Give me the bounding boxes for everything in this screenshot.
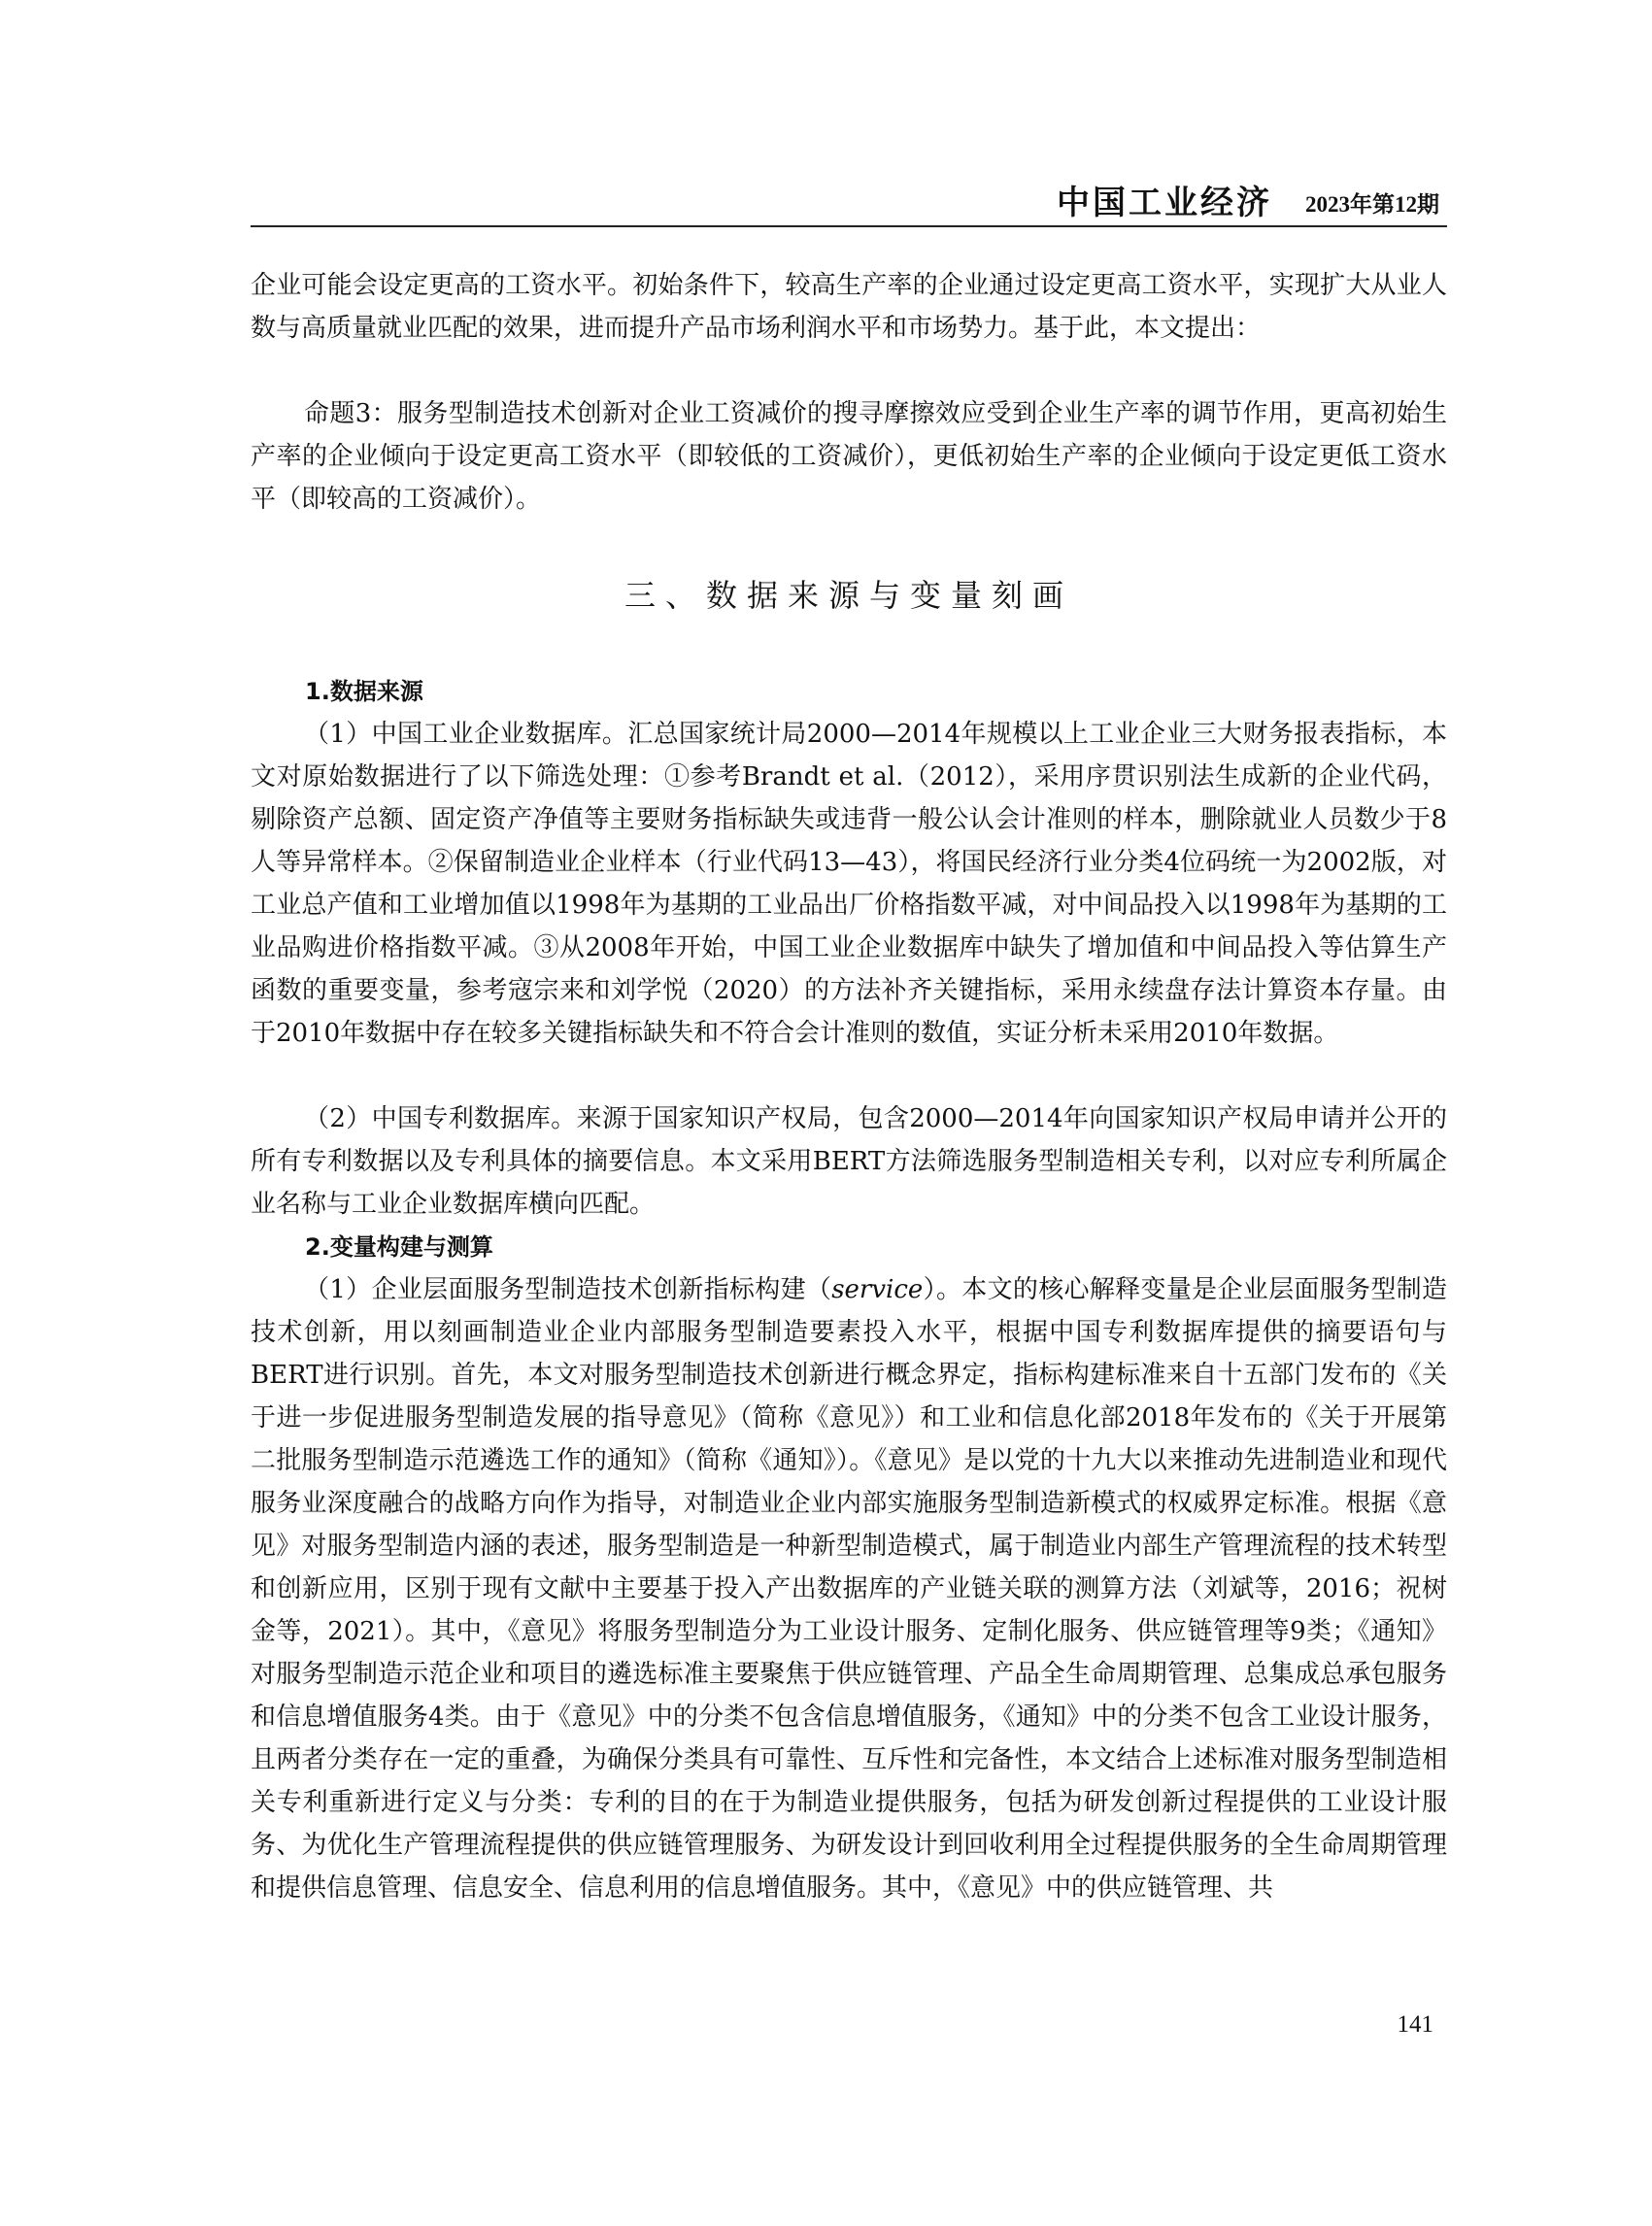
variable-service: service [831, 1275, 924, 1304]
subsection-heading-variables: 2.变量构建与测算 [305, 1233, 493, 1261]
page-number: 141 [1397, 2011, 1433, 2038]
paragraph-service-text-a: （1）企业层面服务型制造技术创新指标构建（ [304, 1275, 832, 1304]
paragraph-service-text-b: ）。本文的核心解释变量是企业层面服务型制造技术创新，用以刻画制造业企业内部服务型制造要素投入水平，根据中国专利数据库提供的摘要语句与BERT进行识别。首先，本文对服务型制造技术创新进行概念界定，指标构建标准来自十五部门发布的《关于进一步促进服务型制造发展的指导意见》（简称《意见》）和工业和信息化部2018年发布的《关于开展第二批服务型制造示范遴选工作的通知》（简称《通知》）。《意见》是以党的十九大以来推动先进制造业和现代服务业深度融合的战略方向作为指导，对制造业企业内部实施服务型制造新模式的权威界定标准。根据《意见》对服务型制造内涵的表述，服务型制造是一种新型制造模式，属于制造业内部生产管理流程的技术转型和创新应用，区别于现有文献中主要基于投入产出数据库的产业链关联的测算方法（刘斌等，2016；祝树金等，2021）。其中，《意见》将服务型制造分为工业设计服务、定制化服务、供应链管理等9类；《通知》对服务型制造示范企业和项目的遴选标准主要聚焦于供应链管理、产品全生命周期管理、总集成总承包服务和信息增值服务4类。由于《意见》中的分类不包含信息增值服务，《通知》中的分类不包含工业设计服务，且两者分类存在一定的重叠，为确保分类具有可靠性、互斥性和完备性，本文结合上述标准对服务型制造相关专利重新进行定义与分类：专利的目的在于为制造业提供服务，包括为研发创新过程提供的工业设计服务、为优化生产管理流程提供的供应链管理服务、为研发设计到回收利用全过程提供服务的全生命周期管理和提供信息管理、信息安全、信息利用的信息增值服务。其中，《意见》中的供应链管理、共 [251, 1275, 1447, 1903]
issue-label: 2023年第12期 [1305, 192, 1439, 217]
running-header [251, 183, 1447, 225]
journal-name: 中国工业经济 [1057, 184, 1272, 222]
paragraph-industrial-enterprise-database: （1）中国工业企业数据库。汇总国家统计局2000—2014年规模以上工业企业三大财务报表指标，本文对原始数据进行了以下筛选处理：①参考Brandt et al.（2012），采用序贯识别法生成新的企业代码，剔除资产总额、固定资产净值等主要财务指标缺失或违背一般公认会计准则的样本，删除就业人员数少于8人等异常样本。②保留制造业企业样本（行业代码13—43），将国民经济行业分类4位码统一为2002版，对工业总产值和工业增加值以1998年为基期的工业品出厂价格指数平减，对中间品投入以1998年为基期的工业品购进价格指数平减。③从2008年开始，中国工业企业数据库中缺失了增加值和中间品投入等估算生产函数的重要变量，参考寇宗来和刘学悦（2020）的方法补齐关键指标，采用永续盘存法计算资本存量。由于2010年数据中存在较多关键指标缺失和不符合会计准则的数值，实证分析未采用2010年数据。 [251, 720, 1447, 1048]
paragraph-patent-database: （2）中国专利数据库。来源于国家知识产权局，包含2000—2014年向国家知识产权局申请并公开的所有专利数据以及专利具体的摘要信息。本文采用BERT方法筛选服务型制造相关专利，以对应专利所属企业名称与工业企业数据库横向匹配。 [251, 1104, 1447, 1219]
paragraph-service-indicator [251, 1268, 1447, 1909]
subsection-heading-data-source: 1.数据来源 [305, 678, 423, 705]
section-title: 三、数据来源与变量刻画 [624, 577, 1073, 614]
proposition-3-paragraph: 命题3：服务型制造技术创新对企业工资减价的搜寻摩擦效应受到企业生产率的调节作用，更高初始生产率的企业倾向于设定更高工资水平（即较低的工资减价），更低初始生产率的企业倾向于设定更低工资水平（即较高的工资减价）。 [251, 399, 1447, 514]
intro-paragraph-1: 企业可能会设定更高的工资水平。初始条件下，较高生产率的企业通过设定更高工资水平，实现扩大从业人数与高质量就业匹配的效果，进而提升产品市场利润水平和市场势力。基于此，本文提出： [251, 271, 1447, 343]
header-rule [251, 225, 1447, 227]
